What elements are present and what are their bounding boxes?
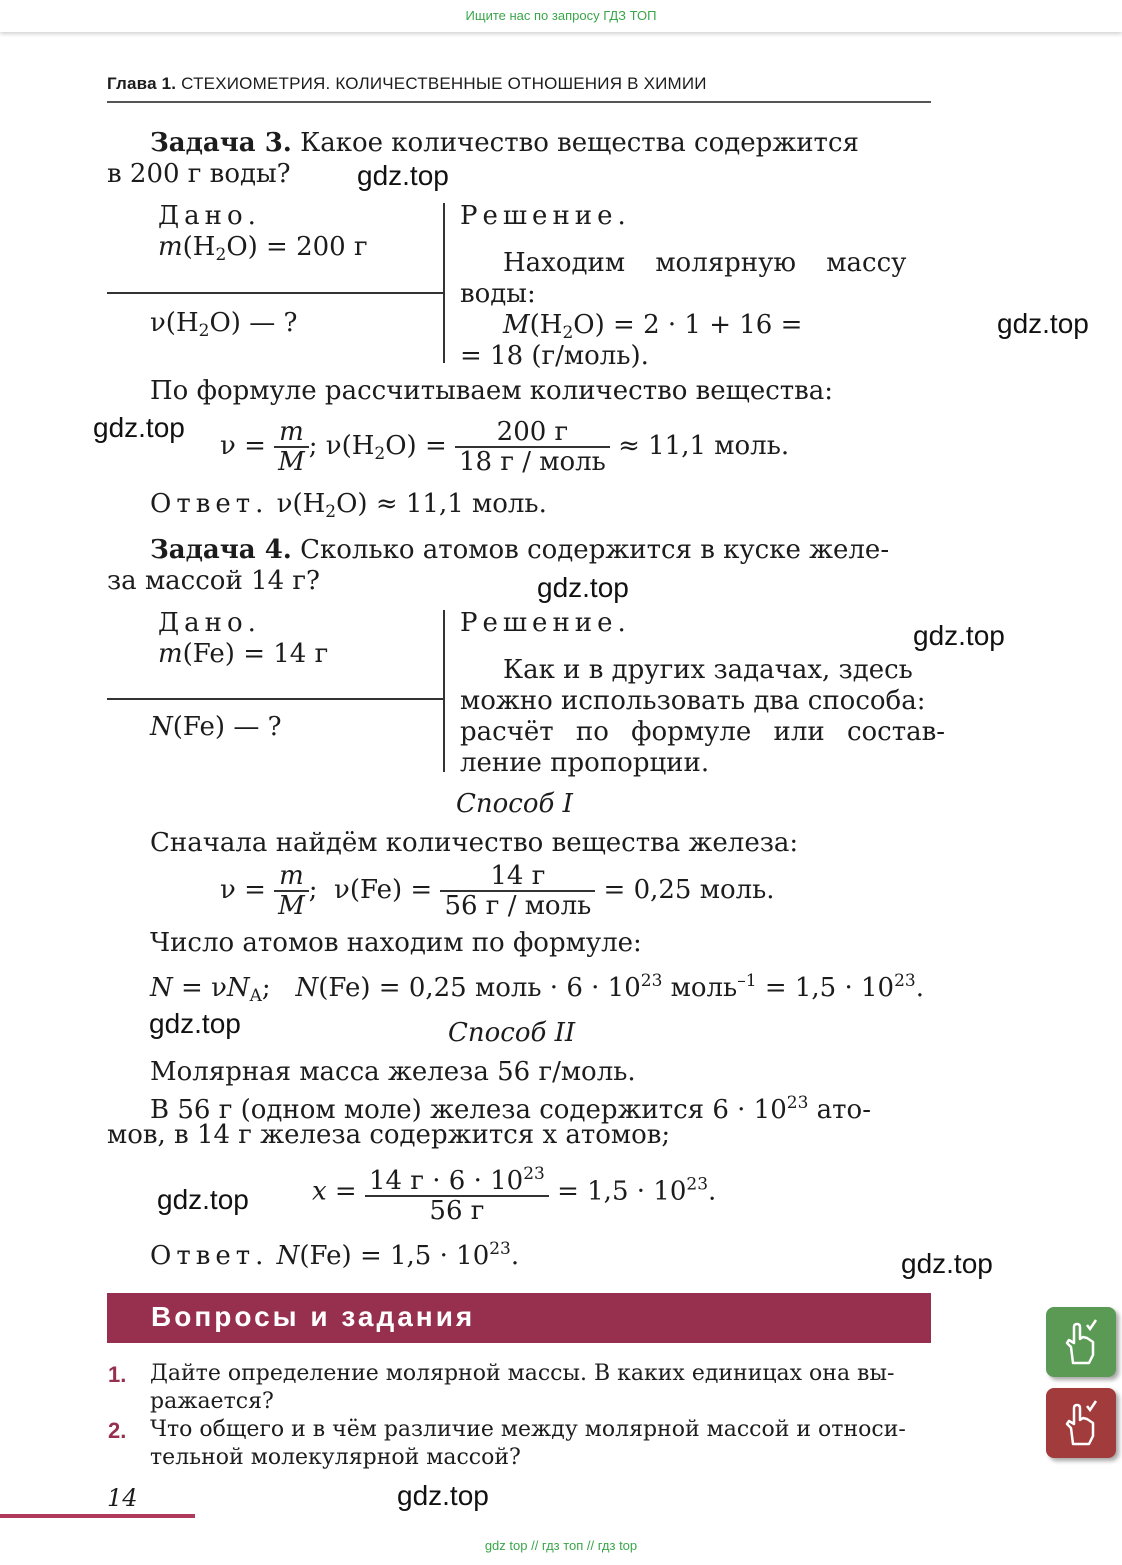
watermark: gdz.top	[397, 1480, 489, 1511]
question-2-line1: Что общего и в чём различие между молярной массой и относи-	[150, 1417, 906, 1442]
task3-result: ≈ 11,1 моль.	[618, 431, 790, 461]
task4-m1-formula-tail: = 1,5 · 10	[764, 973, 895, 1003]
task4-method1-title: Способ I	[456, 789, 573, 819]
task3-answer-value: ≈ 11,1 моль.	[375, 489, 547, 519]
task4-m2-line1: Молярная масса железа 56 г/моль.	[150, 1057, 636, 1087]
task3-question-line1	[150, 128, 859, 159]
task3-fraction-m-over-M: $\frac{m}{M}$	[274, 418, 309, 476]
watermark: gdz.top	[913, 620, 1005, 651]
question-1-line2: ражается?	[150, 1389, 274, 1414]
task4-answer: Ответ. $N(Fe) = 1,5 \cdot 10^{23}$.	[150, 1239, 520, 1271]
watermark: gdz.top	[997, 308, 1089, 339]
task3-frac-den: 18 г / моль	[459, 447, 606, 477]
questions-title: Вопросы и задания	[151, 1301, 476, 1332]
task3-answer: Ответ. $\nu(H_2O) \approx 11,1$ моль.	[150, 489, 547, 522]
task3-find-text: — ?	[249, 308, 298, 338]
task4-m1-formula2: $N = \nu N_A$; N(Fe) = 0,25 моль · $6 \cdot 10^{23}$ моль$^{-1}$ = $1,5 \cdot 10^{23}$.	[150, 971, 924, 1006]
task3-given-value: = 200 г	[266, 232, 368, 262]
task3-sol-2: воды:	[460, 279, 536, 309]
task4-m1-fraction	[440, 862, 595, 920]
question-1-line1: Дайте определение молярной массы. В каких единицах она вы-	[150, 1361, 895, 1386]
watermark: gdz.top	[357, 160, 449, 191]
watermark: gdz.top	[901, 1248, 993, 1279]
task4-sol-4: ление пропорции.	[460, 748, 710, 778]
task4-m1-frac-den: 56 г / моль	[444, 891, 592, 921]
task4-m1-result: = 0,25 моль.	[603, 875, 775, 905]
task4-given: m(Fe) = 14 г	[158, 639, 329, 669]
top-banner	[0, 0, 1122, 32]
task4-m2-result: = 1,5 · 10	[557, 1176, 687, 1207]
task4-question-line1	[150, 535, 889, 566]
solution-button[interactable]	[1046, 1388, 1116, 1458]
task3-formula: ν = $\frac{m}{M}$ ; $\nu(H_2O)$ = $\frac{200 г}{\text{18 г / моль}}$ ≈ 11,1 моль.	[220, 417, 790, 477]
page-number: 14	[107, 1484, 138, 1512]
task3-question-1: Какое количество вещества содержится	[300, 128, 859, 158]
question-2-line2: тельной молекулярной массой?	[150, 1445, 521, 1470]
task4-given-label: Дано.	[158, 608, 261, 638]
question-2-number: 2.	[108, 1418, 127, 1443]
page-number-bar	[0, 1514, 195, 1518]
task3-sol-3: $M(H_2O) = 2 \cdot 1 + 16$ =	[503, 310, 803, 343]
task4-m2-frac-num: 14 г · 6 · 10	[369, 1166, 524, 1196]
hand-check-icon	[1061, 1319, 1101, 1365]
task3-given: $m(H_2O) = 200$ г	[158, 232, 368, 265]
task4-answer-value: = 1,5 · 10	[359, 1241, 490, 1271]
task4-given-divider	[107, 698, 445, 700]
task4-m1-line2: Число атомов находим по формуле:	[150, 928, 642, 958]
task4-find-text: — ?	[233, 712, 282, 742]
task3-sol-3-text: = 2 · 1 + 16 =	[613, 310, 803, 340]
task4-solution-label: Решение.	[460, 608, 631, 638]
top-banner-text: Ищите нас по запросу ГДЗ ТОП	[465, 8, 657, 23]
task4-vertical-divider	[443, 610, 445, 772]
task4-m1-line1: Сначала найдём количество вещества железа:	[150, 828, 799, 858]
watermark: gdz.top	[157, 1184, 249, 1215]
task4-sol-2: можно использовать два способа:	[460, 686, 926, 716]
task4-m1-formula1: ν = $\frac{m}{M}$ ; ν(Fe) = $\frac{14 г}{\text{56 г / моль}}$ = 0,25 моль.	[220, 861, 775, 921]
task3-given-divider	[107, 292, 445, 294]
task3-sol-1: Находим молярную массу	[503, 248, 907, 278]
question-1-number: 1.	[108, 1362, 127, 1387]
task3-heading: Задача 3.	[150, 128, 292, 158]
task4-m1-formula-text: = 0,25 моль · 6 · 10	[378, 973, 641, 1003]
task4-find: N(Fe) — ?	[150, 712, 282, 742]
questions-header	[107, 1293, 931, 1343]
check-answer-button[interactable]	[1046, 1307, 1116, 1377]
task4-answer-label: Ответ.	[150, 1241, 269, 1271]
task4-sol-3: расчёт по формуле или состав-	[460, 717, 946, 747]
task4-m2-frac-den: 56 г	[429, 1196, 485, 1226]
task4-m2-line2b: ато-	[816, 1095, 871, 1125]
task3-vertical-divider	[443, 203, 445, 363]
task3-find: $\nu(H_2O)$ — ?	[150, 308, 298, 341]
task4-sol-1: Как и в других задачах, здесь	[503, 655, 913, 685]
task4-m2-fraction: $\frac{14 г \cdot 6 \cdot 10^{23}}{56 г}$	[365, 1160, 549, 1225]
task3-given-label: Дано.	[158, 201, 261, 231]
watermark: gdz.top	[93, 412, 185, 443]
chapter-title: СТЕХИОМЕТРИЯ. КОЛИЧЕСТВЕННЫЕ ОТНОШЕНИЯ В ХИМИИ	[181, 74, 707, 93]
task4-given-value: = 14 г	[243, 639, 329, 669]
task4-question-2: за массой 14 г?	[107, 566, 320, 596]
task4-m1-frac-num: 14 г	[440, 862, 595, 892]
task4-question-1: Сколько атомов содержится в куске желе-	[300, 535, 890, 565]
chapter-label: Глава 1.	[107, 74, 177, 93]
task4-m2-line3: мов, в 14 г железа содержится x атомов;	[107, 1120, 671, 1150]
task3-answer-label: Ответ.	[150, 489, 269, 519]
task4-m2-formula: x = $\frac{14 г \cdot 6 \cdot 10^{23}}{56 г}$ = $1,5 \cdot 10^{23}$.	[312, 1160, 716, 1225]
hand-check-icon	[1061, 1400, 1101, 1446]
task4-heading: Задача 4.	[150, 535, 292, 565]
task4-fraction-m-over-M: $\frac{m}{M}$	[274, 862, 309, 920]
task3-question-2: в 200 г воды?	[107, 159, 291, 189]
watermark: gdz.top	[537, 572, 629, 603]
task3-solution-label: Решение.	[460, 201, 631, 231]
task3-formula-intro: По формуле рассчитываем количество вещества:	[150, 376, 834, 406]
task4-m2-line2a: В 56 г (одном моле) железа содержится 6 · 10	[150, 1095, 787, 1125]
footer: gdz top // гдз топ // гдз top	[484, 1538, 638, 1553]
task3-fraction	[455, 418, 610, 476]
task3-frac-num: 200 г	[455, 418, 610, 448]
task4-method2-title: Способ II	[448, 1018, 576, 1048]
task4-m2-line2: В 56 г (одном моле) железа содержится $6 \cdot 10^{23}$ ато-	[150, 1093, 871, 1125]
watermark: gdz.top	[149, 1008, 241, 1039]
chapter-header	[107, 74, 707, 94]
task3-sol-4: = 18 (г/моль).	[460, 341, 649, 371]
chapter-divider	[107, 101, 931, 103]
